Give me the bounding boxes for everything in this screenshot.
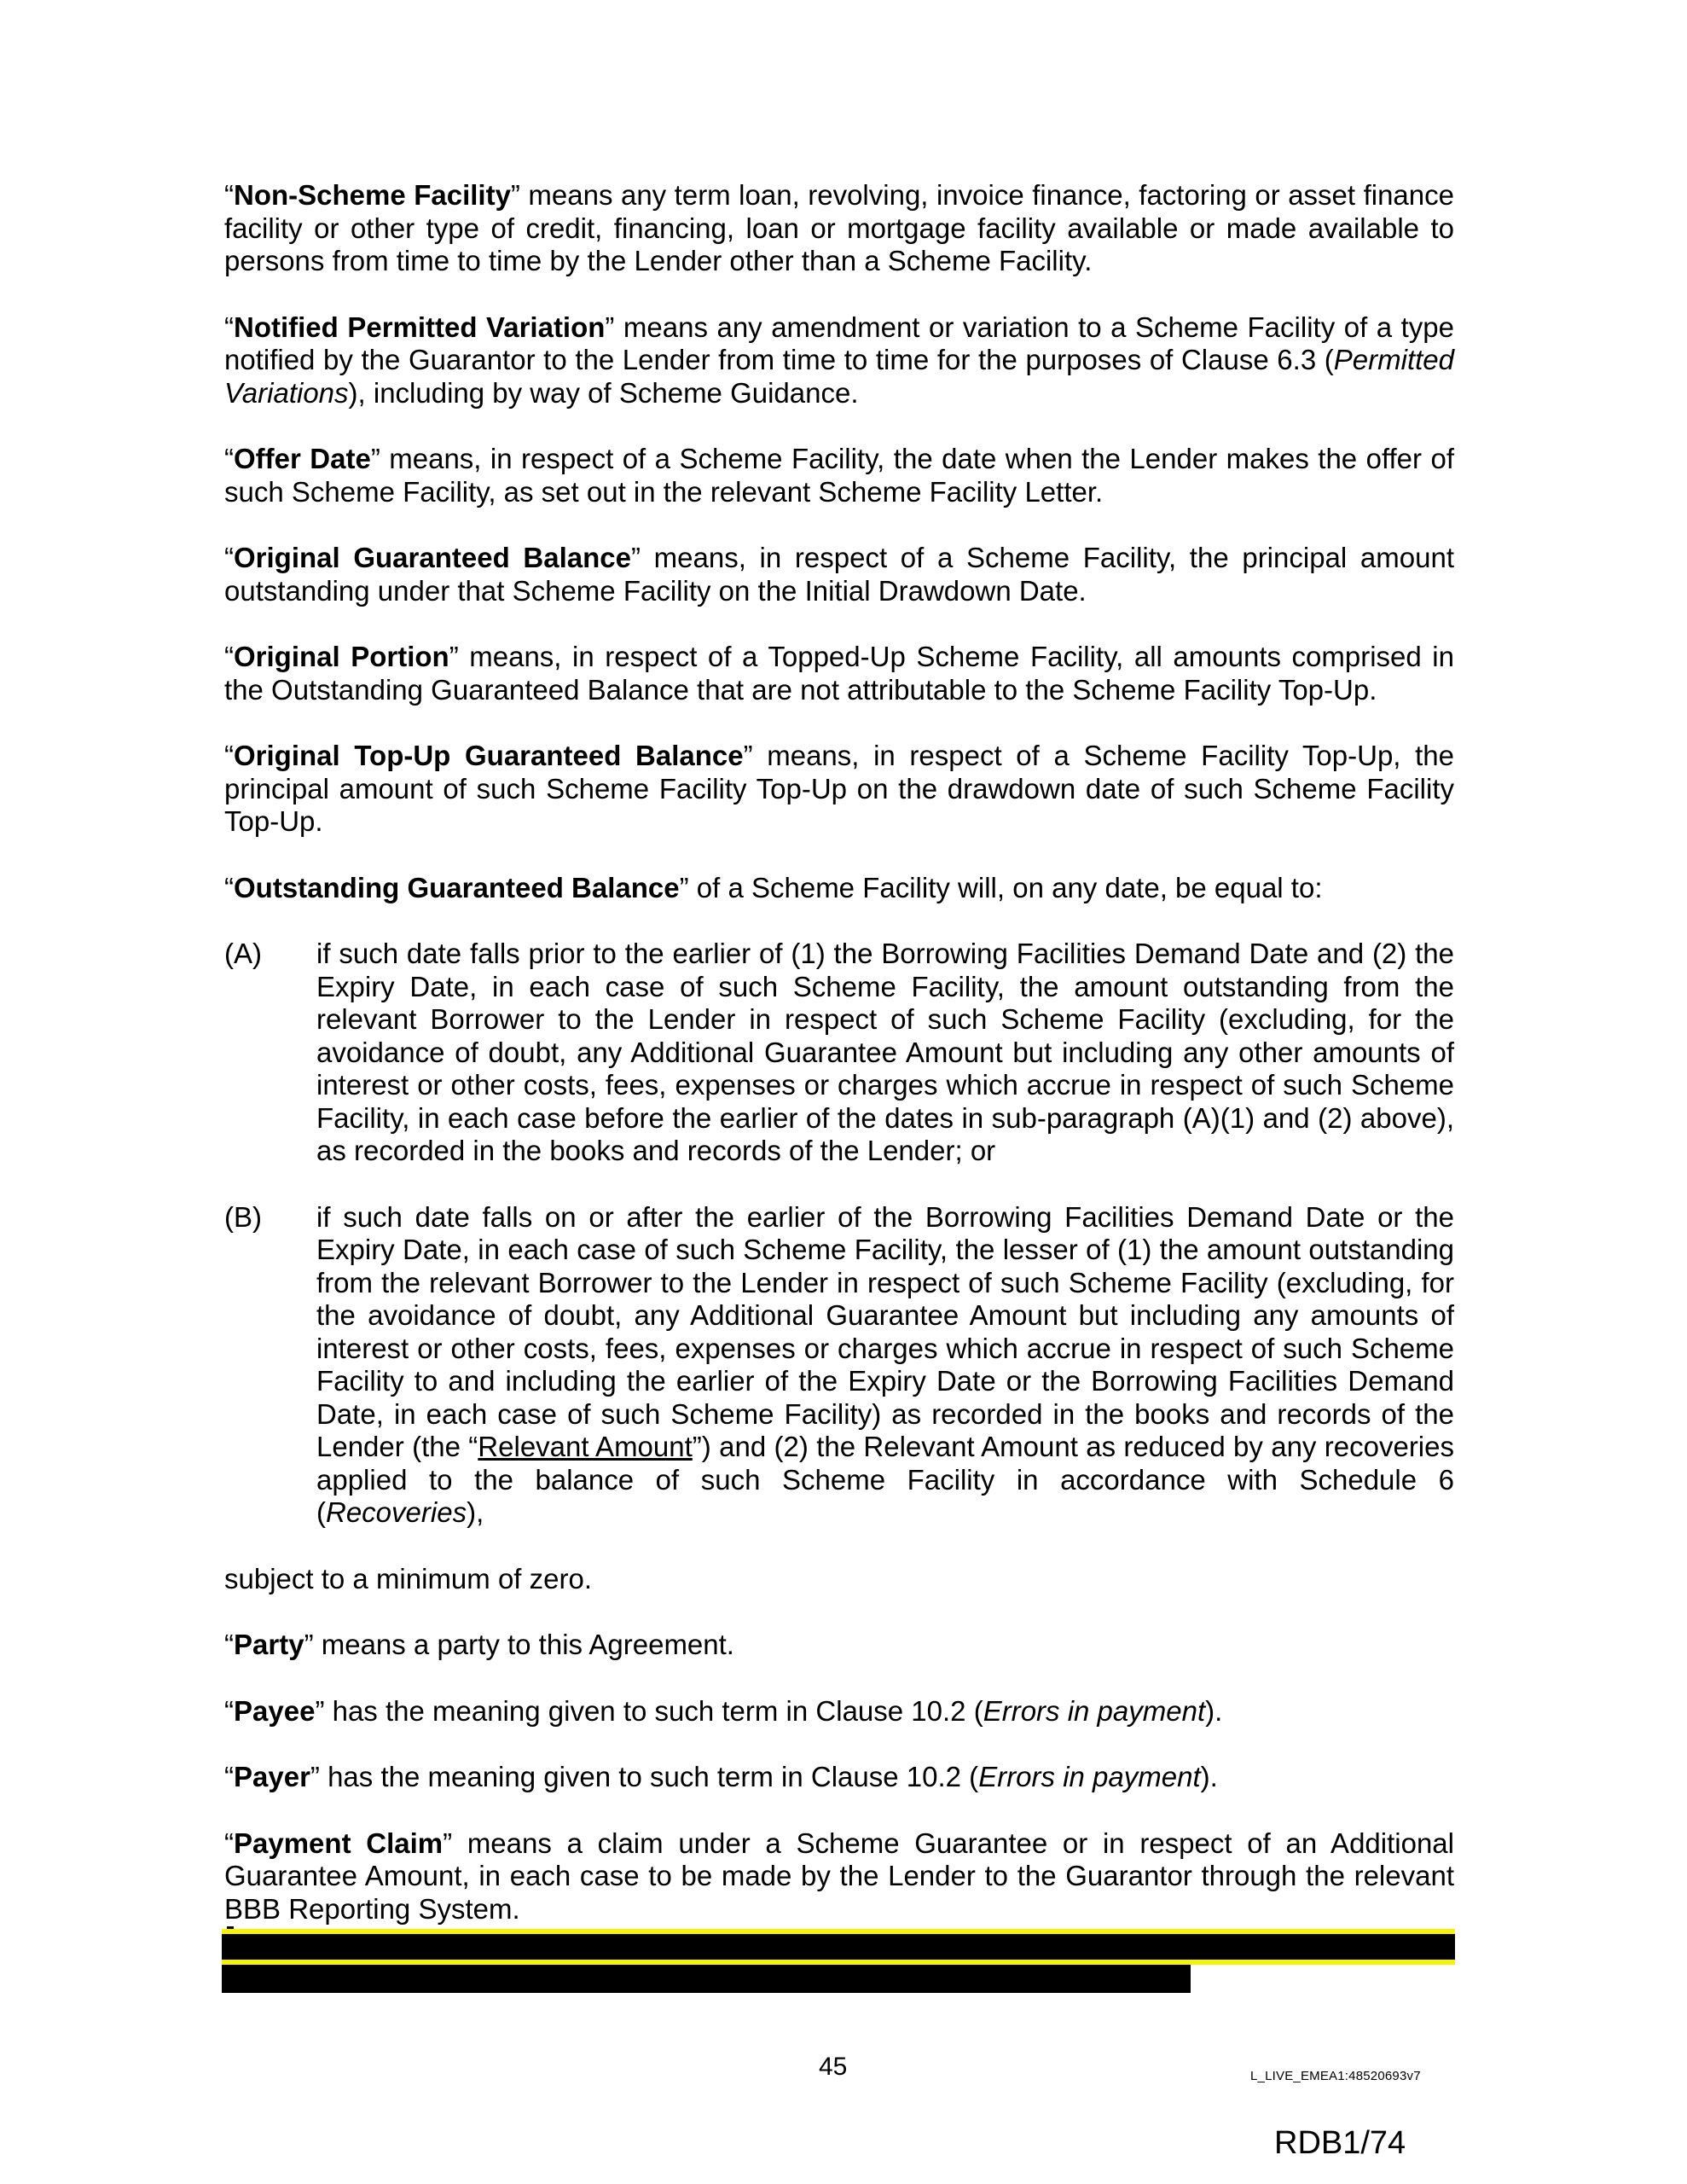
open-quote: “ xyxy=(224,740,234,771)
schedule-reference: Recoveries xyxy=(326,1496,467,1528)
page-number: 45 xyxy=(819,2053,848,2081)
document-reference: L_LIVE_EMEA1:48520693v7 xyxy=(1250,2069,1421,2083)
defined-term-underlined: Relevant Amount xyxy=(478,1431,693,1462)
paragraph-text: if such date falls on or after the earlier of the Borrowing Facilities Demand Date or the Expiry Date, in each case of such Scheme Facility, the lesser of (1) the amount outstanding from the relevant Borrower to the Lender in respect of such Scheme Facility (excluding, for the avoidance of doubt, any Additional Guarantee Amount but including any amounts of interest or other costs, fees, expenses or charges which accrue in respect of such Scheme Facility to and including the earlier of the Expiry Date or the Borrowing Facilities Demand Date, in each case of such Scheme Facility) as recorded in the books and records of the Lender (the “ xyxy=(316,1200,1454,1462)
definition-text: ” has the meaning given to such term in Clause 10.2 ( xyxy=(310,1761,979,1792)
definition-text: ), including by way of Scheme Guidance. xyxy=(348,376,859,409)
open-quote: “ xyxy=(224,179,234,211)
open-quote: “ xyxy=(224,1827,234,1859)
defined-term: Party xyxy=(234,1629,304,1660)
sub-paragraph-a xyxy=(224,938,1454,1168)
definition-original-top-up-guaranteed-balance xyxy=(224,740,1454,839)
open-quote: “ xyxy=(224,871,234,903)
defined-term: Original Portion xyxy=(234,641,449,672)
definition-text: ). xyxy=(1205,1694,1223,1727)
defined-term: Offer Date xyxy=(234,443,371,474)
definition-payee xyxy=(224,1695,1454,1728)
paragraph-marker: (A) xyxy=(224,938,262,969)
definition-text: ). xyxy=(1200,1761,1218,1792)
clause-reference: Errors in payment xyxy=(983,1694,1206,1727)
defined-term: Original Guaranteed Balance xyxy=(234,542,631,573)
open-quote: “ xyxy=(224,443,234,474)
redacted-block xyxy=(222,1926,1455,1998)
definitions-body xyxy=(224,179,1454,1959)
definition-text: ” means a party to this Agreement. xyxy=(304,1629,734,1660)
definition-payment-claim xyxy=(224,1827,1454,1926)
paragraph-text: ), xyxy=(467,1496,484,1528)
open-quote: “ xyxy=(224,542,234,573)
definition-text: ” means, in respect of a Topped-Up Scheme Facility, all amounts comprised in the Outstanding Guaranteed Balance that are not attributable to the Scheme Facility Top-Up. xyxy=(224,641,1454,706)
open-quote: “ xyxy=(224,1694,234,1727)
redaction-bar xyxy=(222,1934,1455,1960)
open-quote: “ xyxy=(224,311,234,343)
defined-term: Outstanding Guaranteed Balance xyxy=(234,871,680,903)
definition-outstanding-guaranteed-balance xyxy=(224,872,1454,905)
defined-term: Payer xyxy=(234,1761,310,1792)
definition-text: ” means any amendment or variation to a Scheme Facility of a type notified by the Guarantor to the Lender from time to time for the purposes of Clause 6.3 ( xyxy=(224,311,1454,375)
open-quote: “ xyxy=(224,641,234,672)
paragraph-marker: (B) xyxy=(224,1200,262,1233)
redaction-bar xyxy=(222,1965,1191,1993)
definition-text: ” means, in respect of a Scheme Facility, the principal amount outstanding under that Scheme Facility on the Initial Drawdown Date. xyxy=(224,542,1454,607)
defined-term: Notified Permitted Variation xyxy=(234,311,606,343)
defined-term: Payment Claim xyxy=(234,1827,443,1859)
definition-original-guaranteed-balance xyxy=(224,542,1454,607)
subject-to-minimum-line: subject to a minimum of zero. xyxy=(224,1562,592,1594)
definition-party xyxy=(224,1629,1454,1662)
definition-text: ” means, in respect of a Scheme Facility, the date when the Lender makes the offer of such Scheme Facility, as set out in the relevant Scheme Facility Letter. xyxy=(224,443,1454,508)
clause-reference: Permitted Variations xyxy=(224,344,1454,409)
open-quote: “ xyxy=(224,1629,234,1660)
open-quote: “ xyxy=(224,1761,234,1792)
defined-term: Original Top-Up Guaranteed Balance xyxy=(234,740,744,771)
defined-term: Non-Scheme Facility xyxy=(234,179,511,211)
definition-non-scheme-facility xyxy=(224,179,1454,278)
defined-term: Payee xyxy=(234,1694,316,1727)
definition-original-portion xyxy=(224,641,1454,706)
paragraph-text: if such date falls prior to the earlier of (1) the Borrowing Facilities Demand Date and (2) the Expiry Date, in each case of such Scheme Facility, the amount outstanding from the relevant Borrower to the Lender in respect of such Scheme Facility (excluding, for the avoidance of doubt, any Additional Guarantee Amount but including any other amounts of interest or other costs, fees, expenses or charges which accrue in respect of such Scheme Facility, in each case before the earlier of the dates in sub-paragraph (A)(1) and (2) above), as recorded in the books and records of the Lender; or xyxy=(316,938,1454,1166)
definition-text: ” means any term loan, revolving, invoice finance, factoring or asset finance facility or other type of credit, financing, loan or mortgage facility available or made available to persons from time to time by the Lender other than a Scheme Facility. xyxy=(224,179,1454,276)
definition-offer-date xyxy=(224,443,1454,508)
sub-paragraph-b xyxy=(224,1201,1454,1530)
definition-notified-permitted-variation xyxy=(224,311,1454,410)
paragraph-text: ”) and (2) the Relevant Amount as reduced by any recoveries applied to the balance of such Scheme Facility in accordance with Schedule 6 ( xyxy=(316,1431,1454,1528)
clause-reference: Errors in payment xyxy=(978,1761,1201,1792)
definition-text: ” has the meaning given to such term in Clause 10.2 ( xyxy=(315,1694,983,1727)
definition-text: ” means a claim under a Scheme Guarantee or in respect of an Additional Guarantee Amount, in each case to be made by the Lender to the Guarantor through the relevant BBB Reporting System. xyxy=(224,1827,1454,1925)
definition-text: ” of a Scheme Facility will, on any date, be equal to: xyxy=(679,871,1323,903)
definition-text: ” means, in respect of a Scheme Facility Top-Up, the principal amount of such Scheme Facility Top-Up on the drawdown date of such Scheme Facility Top-Up. xyxy=(224,740,1454,837)
bates-stamp: RDB1/74 xyxy=(1274,2125,1406,2161)
definition-payer xyxy=(224,1761,1454,1794)
